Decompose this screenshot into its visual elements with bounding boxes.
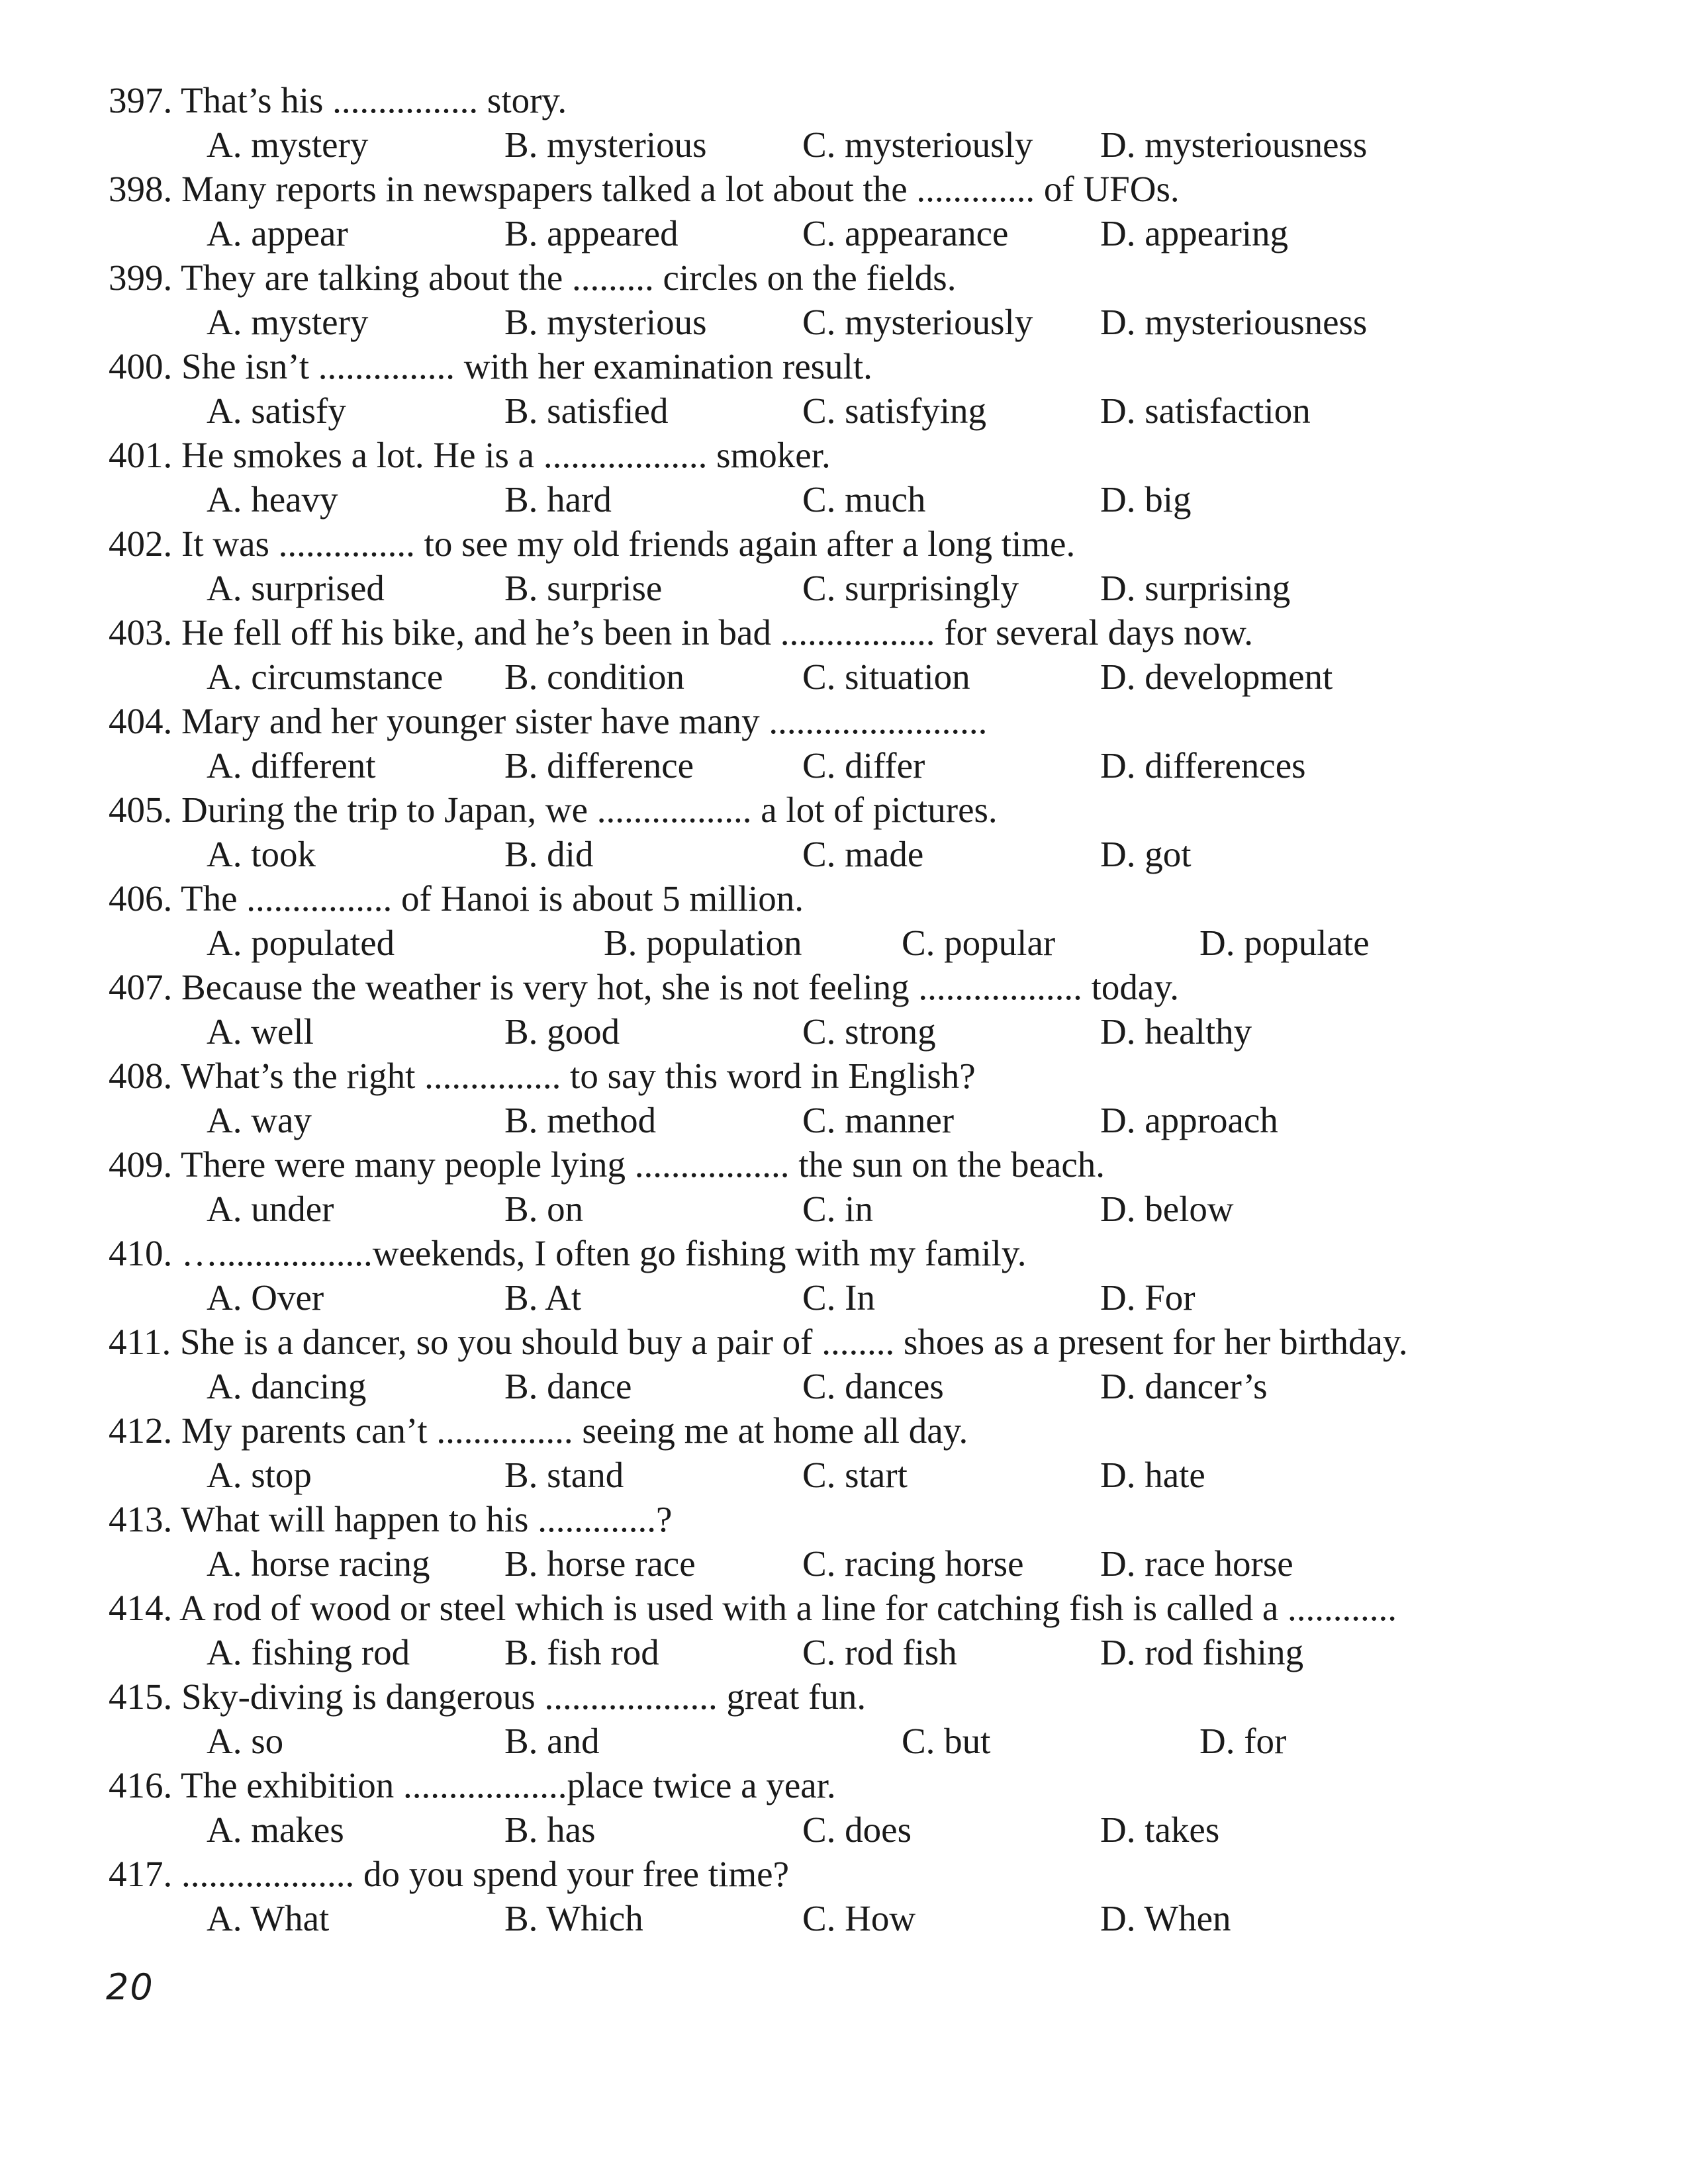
- answer-options: [109, 1098, 1591, 1142]
- answer-options: [109, 1453, 1591, 1497]
- option-d: D. for: [1199, 1721, 1287, 1761]
- option-b: B. difference: [504, 745, 694, 786]
- option-c: C. mysteriously: [802, 124, 1033, 165]
- question-text: 411. She is a dancer, so you should buy a pair of ........ shoes as a present for her birthday.: [109, 1322, 1408, 1362]
- question-item: [109, 344, 1591, 433]
- question-item: [109, 699, 1591, 788]
- option-d: D. takes: [1100, 1809, 1220, 1850]
- option-b: B. Which: [504, 1898, 643, 1938]
- question-text: 404. Mary and her younger sister have many ........................: [109, 701, 988, 741]
- option-a: A. circumstance: [207, 657, 444, 697]
- answer-options: [109, 122, 1591, 167]
- option-c: C. How: [802, 1898, 916, 1938]
- question-text: 416. The exhibition ..................place twice a year.: [109, 1765, 836, 1805]
- option-d: D. healthy: [1100, 1011, 1252, 1052]
- option-a: A. surprised: [207, 568, 385, 608]
- option-b: B. fish rod: [504, 1632, 659, 1672]
- option-c: C. start: [802, 1455, 908, 1495]
- question-text: 417. ................... do you spend your free time?: [109, 1854, 790, 1894]
- option-d: D. below: [1100, 1189, 1234, 1229]
- question-item: [109, 433, 1591, 522]
- answer-options: [109, 1807, 1591, 1852]
- option-a: A. different: [207, 745, 376, 786]
- option-d: D. development: [1100, 657, 1333, 697]
- question-item: [109, 1852, 1591, 1940]
- question-item: [109, 1763, 1591, 1852]
- answer-options: [109, 1719, 1591, 1763]
- option-b: B. good: [504, 1011, 620, 1052]
- option-c: C. dances: [802, 1366, 944, 1406]
- question-text: 408. What’s the right ............... to say this word in English?: [109, 1056, 976, 1096]
- option-a: A. mystery: [207, 124, 369, 165]
- option-a: A. satisfy: [207, 390, 346, 431]
- option-d: D. differences: [1100, 745, 1306, 786]
- question-text: 413. What will happen to his .............?: [109, 1499, 673, 1539]
- answer-options: [109, 832, 1591, 876]
- option-b: B. dance: [504, 1366, 632, 1406]
- option-c: C. popular: [902, 923, 1056, 963]
- option-b: B. population: [604, 923, 802, 963]
- option-b: B. stand: [504, 1455, 624, 1495]
- question-item: [109, 522, 1591, 610]
- answer-options: [109, 211, 1591, 255]
- answer-options: [109, 1896, 1591, 1940]
- question-item: [109, 1674, 1591, 1763]
- option-d: D. got: [1100, 834, 1192, 874]
- option-b: B. method: [504, 1100, 657, 1140]
- option-d: D. surprising: [1100, 568, 1291, 608]
- option-d: D. hate: [1100, 1455, 1205, 1495]
- answer-options: [109, 566, 1591, 610]
- answer-options: [109, 477, 1591, 522]
- option-c: C. strong: [802, 1011, 936, 1052]
- answer-options: [109, 1187, 1591, 1231]
- option-a: A. appear: [207, 213, 348, 253]
- answer-options: [109, 1364, 1591, 1408]
- question-item: [109, 788, 1591, 876]
- option-c: C. much: [802, 479, 926, 520]
- question-item: [109, 1054, 1591, 1142]
- question-item: [109, 255, 1591, 344]
- option-c: C. made: [802, 834, 924, 874]
- question-item: [109, 1586, 1591, 1674]
- option-a: A. dancing: [207, 1366, 367, 1406]
- question-item: [109, 1408, 1591, 1497]
- question-item: [109, 78, 1591, 167]
- option-d: D. satisfaction: [1100, 390, 1311, 431]
- option-a: A. fishing rod: [207, 1632, 410, 1672]
- option-a: A. took: [207, 834, 316, 874]
- question-item: [109, 1320, 1591, 1408]
- option-c: C. racing horse: [802, 1543, 1024, 1584]
- question-text: 407. Because the weather is very hot, she is not feeling .................. today.: [109, 967, 1180, 1007]
- question-item: [109, 1231, 1591, 1320]
- option-c: C. rod fish: [802, 1632, 957, 1672]
- question-text: 398. Many reports in newspapers talked a lot about the ............. of UFOs.: [109, 169, 1180, 209]
- option-b: B. appeared: [504, 213, 679, 253]
- option-b: B. did: [504, 834, 594, 874]
- option-d: D. dancer’s: [1100, 1366, 1268, 1406]
- option-d: D. big: [1100, 479, 1192, 520]
- question-text: 403. He fell off his bike, and he’s been in bad ................. for several days now.: [109, 612, 1254, 653]
- answer-options: [109, 1009, 1591, 1054]
- option-a: A. way: [207, 1100, 312, 1140]
- answer-options: [109, 388, 1591, 433]
- option-c: C. In: [802, 1277, 875, 1318]
- option-d: D. rod fishing: [1100, 1632, 1304, 1672]
- option-b: B. hard: [504, 479, 612, 520]
- question-text: 399. They are talking about the ......... circles on the fields.: [109, 257, 957, 298]
- option-c: C. manner: [802, 1100, 955, 1140]
- option-b: B. mysterious: [504, 124, 707, 165]
- answer-options: [109, 1275, 1591, 1320]
- option-b: B. on: [504, 1189, 584, 1229]
- option-d: D. appearing: [1100, 213, 1289, 253]
- question-item: [109, 965, 1591, 1054]
- question-item: [109, 167, 1591, 255]
- option-c: C. in: [802, 1189, 873, 1229]
- answer-options: [109, 921, 1591, 965]
- answer-options: [109, 1541, 1591, 1586]
- option-a: A. under: [207, 1189, 334, 1229]
- option-d: D. populate: [1199, 923, 1370, 963]
- option-c: C. mysteriously: [802, 302, 1033, 342]
- option-b: B. surprise: [504, 568, 663, 608]
- option-a: A. Over: [207, 1277, 324, 1318]
- option-d: D. For: [1100, 1277, 1196, 1318]
- question-item: [109, 876, 1591, 965]
- question-text: 409. There were many people lying ................. the sun on the beach.: [109, 1144, 1105, 1185]
- option-b: B. has: [504, 1809, 596, 1850]
- option-a: A. well: [207, 1011, 314, 1052]
- option-a: A. populated: [207, 923, 395, 963]
- answer-options: [109, 300, 1591, 344]
- question-text: 397. That’s his ................ story.: [109, 80, 567, 120]
- answer-options: [109, 655, 1591, 699]
- option-a: A. so: [207, 1721, 284, 1761]
- option-c: C. appearance: [802, 213, 1009, 253]
- option-c: C. situation: [802, 657, 970, 697]
- option-b: B. horse race: [504, 1543, 696, 1584]
- option-c: C. surprisingly: [802, 568, 1019, 608]
- question-item: [109, 1142, 1591, 1231]
- option-a: A. mystery: [207, 302, 369, 342]
- question-text: 415. Sky-diving is dangerous ................... great fun.: [109, 1676, 867, 1717]
- option-c: C. but: [902, 1721, 991, 1761]
- option-b: B. mysterious: [504, 302, 707, 342]
- question-text: 402. It was ............... to see my old friends again after a long time.: [109, 523, 1076, 564]
- question-text: 401. He smokes a lot. He is a .................. smoker.: [109, 435, 831, 475]
- option-d: D. mysteriousness: [1100, 302, 1368, 342]
- question-text: 405. During the trip to Japan, we ................. a lot of pictures.: [109, 790, 998, 830]
- option-b: B. and: [504, 1721, 600, 1761]
- option-d: D. mysteriousness: [1100, 124, 1368, 165]
- option-c: C. does: [802, 1809, 912, 1850]
- option-b: B. At: [504, 1277, 582, 1318]
- question-text: 400. She isn’t ............... with her examination result.: [109, 346, 872, 387]
- answer-options: [109, 1630, 1591, 1674]
- option-a: A. What: [207, 1898, 330, 1938]
- question-text: 414. A rod of wood or steel which is used with a line for catching fish is called a ............: [109, 1588, 1397, 1628]
- question-text: 410. ….................weekends, I often go fishing with my family.: [109, 1233, 1027, 1273]
- option-b: B. condition: [504, 657, 684, 697]
- option-d: D. race horse: [1100, 1543, 1293, 1584]
- option-c: C. differ: [802, 745, 925, 786]
- question-list: [109, 78, 1591, 1940]
- option-d: D. approach: [1100, 1100, 1278, 1140]
- option-a: A. heavy: [207, 479, 338, 520]
- option-d: D. When: [1100, 1898, 1231, 1938]
- answer-options: [109, 743, 1591, 788]
- question-item: [109, 610, 1591, 699]
- option-a: A. horse racing: [207, 1543, 430, 1584]
- option-a: A. stop: [207, 1455, 312, 1495]
- option-b: B. satisfied: [504, 390, 669, 431]
- option-a: A. makes: [207, 1809, 344, 1850]
- question-item: [109, 1497, 1591, 1586]
- page-number: 20: [106, 1966, 154, 2008]
- question-text: 406. The ................ of Hanoi is about 5 million.: [109, 878, 804, 919]
- question-text: 412. My parents can’t ............... seeing me at home all day.: [109, 1410, 968, 1451]
- option-c: C. satisfying: [802, 390, 987, 431]
